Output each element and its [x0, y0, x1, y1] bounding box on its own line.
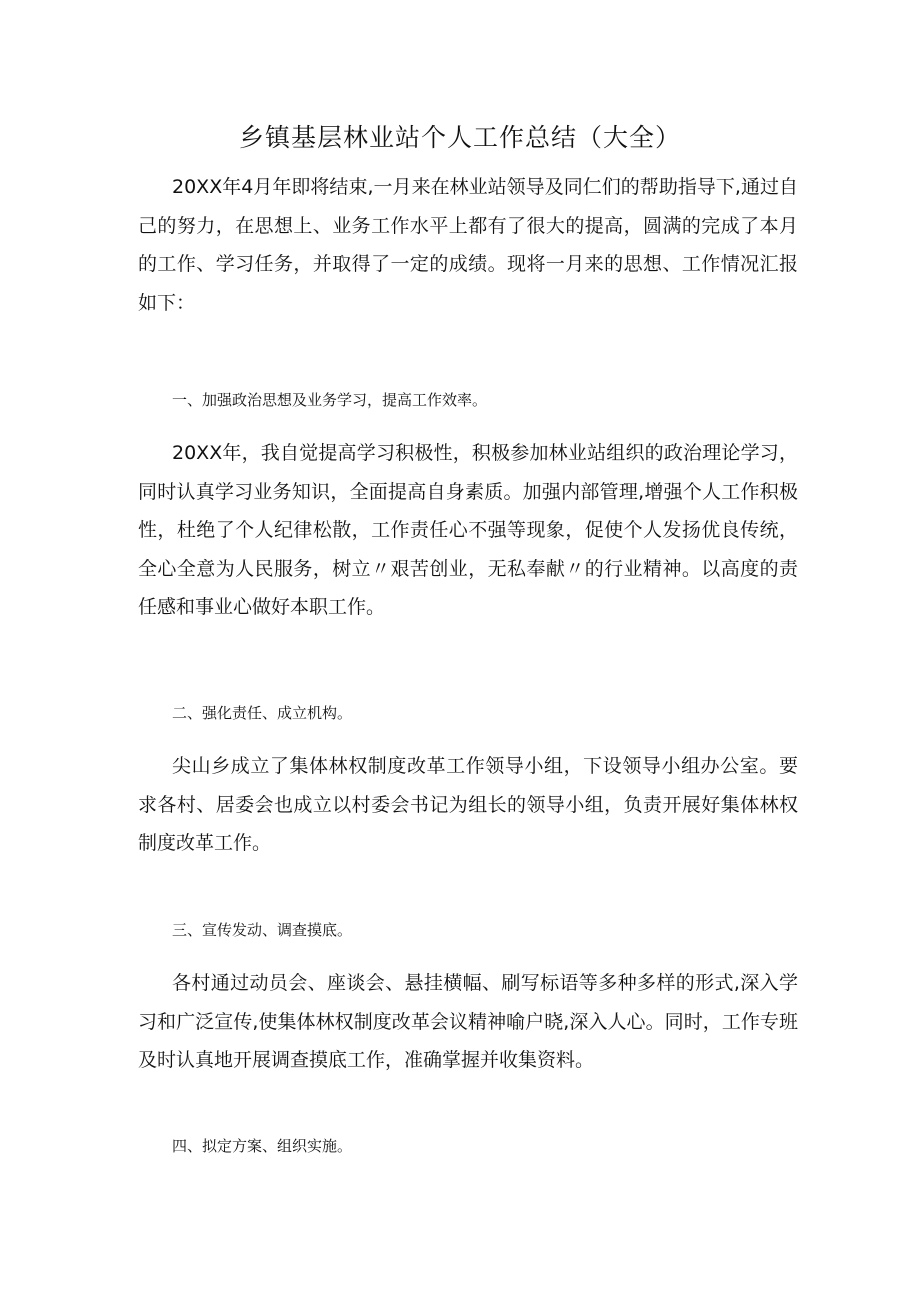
section-1-body: 20XX年，我自觉提高学习积极性，积极参加林业站组织的政治理论学习，同时认真学习业务知识，全面提高自身素质。加强内部管理,增强个人工作积极性，杜绝了个人纪律松散，工作责任心不强等现象，促使个人发扬优良传统，全心全意为人民服务，树立〃艰苦创业，无私奉献〃的行业精神。以高度的责任感和事业心做好本职工作。	[138, 442, 798, 618]
section-2-body: 尖山乡成立了集体林权制度改革工作领导小组，下设领导小组办公室。要求各村、居委会也成立以村委会书记为组长的领导小组，负责开展好集体林权制度改革工作。	[138, 755, 798, 854]
section-4-heading: 四、拟定方案、组织实施。	[172, 1137, 353, 1155]
section-1-heading: 一、加强政治思想及业务学习，提高工作效率。	[172, 391, 488, 409]
section-3-heading: 三、宣传发动、调查摸底。	[172, 921, 353, 939]
intro-paragraph: 20XX年4月年即将结束,一月来在林业站领导及同仁们的帮助指导下,通过自己的努力，在思想上、业务工作水平上都有了很大的提高，圆满的完成了本月的工作、学习任务，并取得了一定的成绩。现将一月来的思想、工作情况汇报如下：	[138, 176, 798, 314]
section-3-body: 各村通过动员会、座谈会、悬挂横幅、刷写标语等多种多样的形式,深入学习和广泛宣传,使集体林权制度改革会议精神喻户晓,深入人心。同时，工作专班及时认真地开展调查摸底工作，准确掌握并收集资料。	[138, 972, 798, 1071]
section-2-heading: 二、强化责任、成立机构。	[172, 704, 353, 722]
document-title: 乡镇基层林业站个人工作总结（大全）	[238, 123, 681, 152]
